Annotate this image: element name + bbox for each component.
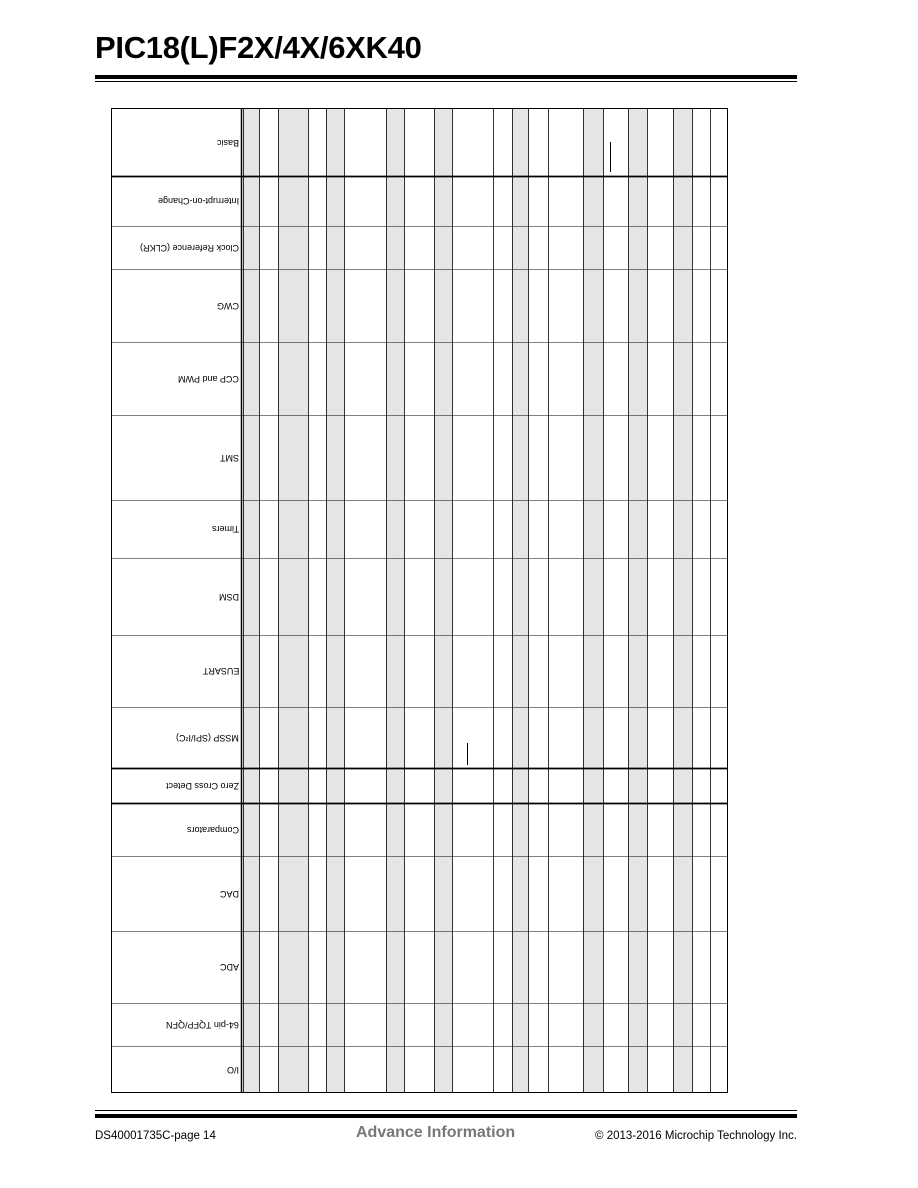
row-header-label: DAC	[219, 888, 239, 899]
row-header-cell	[112, 1003, 241, 1046]
row-header-cell	[112, 176, 241, 226]
row-header-cell	[112, 500, 241, 558]
footer-copyright: © 2013-2016 Microchip Technology Inc.	[595, 1130, 797, 1142]
row-header-cell	[112, 558, 241, 635]
shaded-column	[434, 109, 452, 1093]
row-header-cell	[112, 803, 241, 856]
shaded-column	[512, 109, 528, 1093]
row-header-label: EUSART	[202, 666, 239, 676]
row-header-label: 64-pin TQFP/QFN	[166, 1019, 239, 1030]
row-header-cell	[112, 109, 241, 176]
shaded-column	[583, 109, 603, 1093]
row-header-cell	[112, 768, 241, 803]
row-header-label: ADC	[219, 962, 239, 972]
row-header-label: SMT	[220, 452, 239, 463]
row-header-label: MSSP (SPI/I²C)	[176, 732, 239, 743]
row-header-cell	[112, 707, 241, 768]
row-header-label: Timers	[211, 524, 239, 534]
page-title: PIC18(L)F2X/4X/6XK40	[95, 30, 422, 65]
row-header-cell	[112, 415, 241, 500]
shaded-column	[673, 109, 692, 1093]
shaded-column	[326, 109, 344, 1093]
row-header-label: CWG	[217, 300, 239, 311]
footer-rule-thick	[95, 1114, 797, 1118]
row-header-cell	[112, 269, 241, 342]
row-header-cell	[112, 1046, 241, 1093]
row-header-label: Clock Reference (CLKR)	[139, 242, 239, 253]
row-header-label: Comparators	[186, 824, 239, 835]
row-header-label: I/O	[226, 1065, 239, 1075]
shaded-column	[278, 109, 308, 1093]
row-header-label: Interrupt-on-Change	[157, 196, 239, 206]
footer-rule-thin	[95, 1110, 797, 1111]
pin-allocation-table	[111, 108, 728, 1093]
shaded-column	[243, 109, 259, 1093]
header-rule-thick	[95, 75, 797, 79]
row-header-cell	[112, 226, 241, 269]
row-header-cell	[112, 342, 241, 415]
row-header-label: DSM	[219, 591, 239, 602]
row-header-label: Basic	[216, 137, 239, 148]
row-header-cell	[112, 931, 241, 1003]
header-rule-thin	[95, 81, 797, 82]
footer-status: Advance Information	[356, 1124, 516, 1141]
row-header-cell	[112, 635, 241, 707]
shaded-column	[628, 109, 647, 1093]
row-header-label: Zero Cross Detect	[165, 780, 239, 791]
footer-doc-number: DS40001735C-page 14	[95, 1130, 216, 1142]
row-header-cell	[112, 856, 241, 931]
row-header-label: CCP and PWM	[178, 373, 239, 384]
shaded-column	[386, 109, 404, 1093]
